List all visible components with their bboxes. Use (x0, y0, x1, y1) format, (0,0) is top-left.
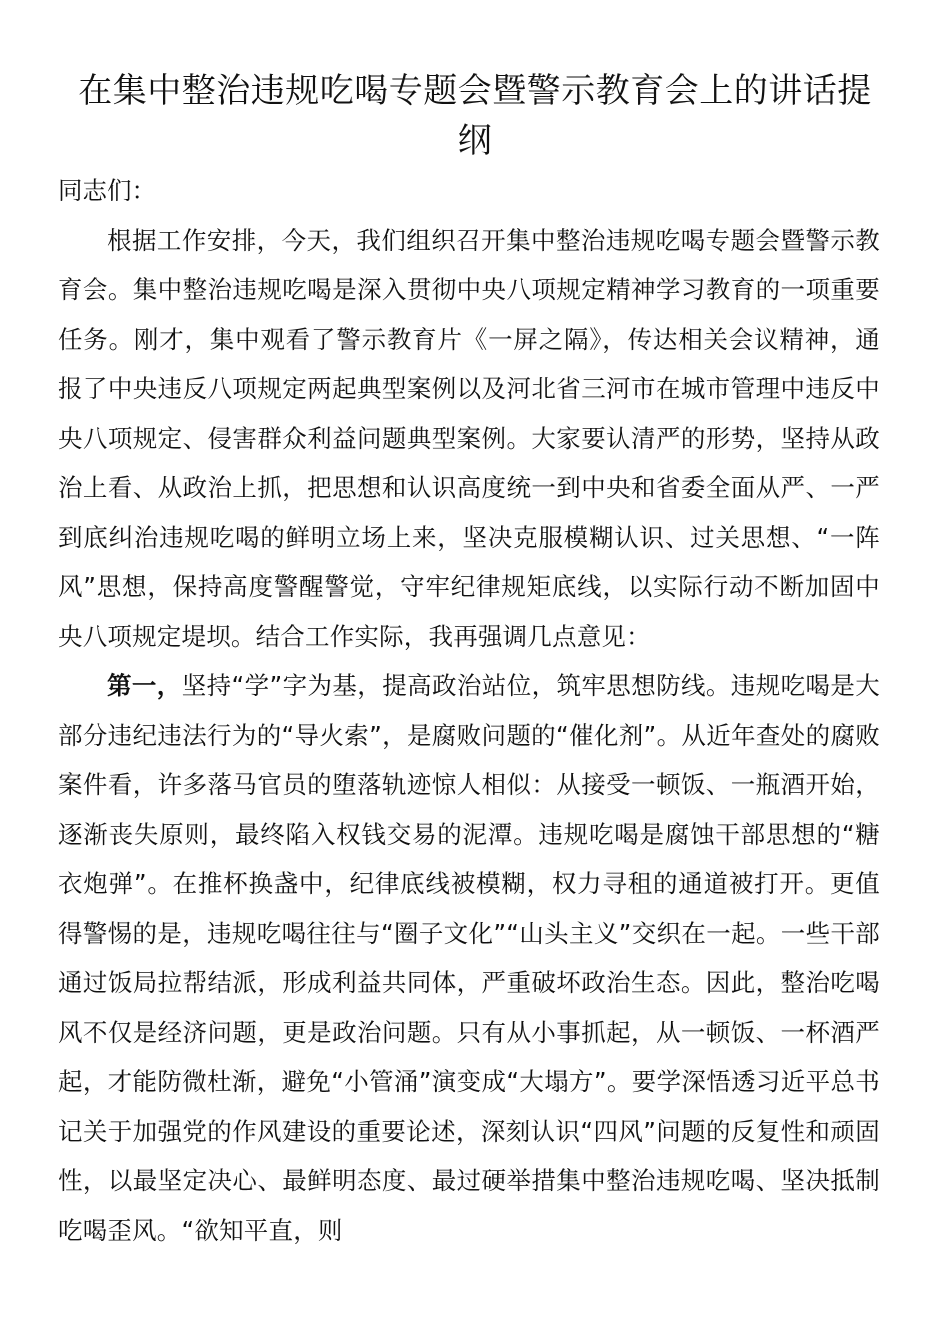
salutation: 同志们： (58, 176, 156, 205)
paragraph-2 (58, 661, 880, 1255)
paragraph-1-text: 根据工作安排，今天，我们组织召开集中整治违规吃喝专题会暨警示教育会。集中整治违规吃喝是深入贯彻中央八项规定精神学习教育的一项重要任务。刚才，集中观看了警示教育片《一屏之隔》，传达相关会议精神，通报了中央违反八项规定两起典型案例以及河北省三河市在城市管理中违反中央八项规定、侵害群众利益问题典型案例。大家要认清严的形势，坚持从政治上看、从政治上抓，把思想和认识高度统一到中央和省委全面从严、一严到底纠治违规吃喝的鲜明立场上来，坚决克服模糊认识、过关思想、“一阵风”思想，保持高度警醒警觉，守牢纪律规矩底线，以实际行动不断加固中央八项规定堤坝。结合工作实际，我再强调几点意见： (58, 225, 880, 651)
paragraph-1 (58, 216, 880, 662)
paragraph-2-lead: 第一， (107, 671, 182, 700)
document-title: 在集中整治违规吃喝专题会暨警示教育会上的讲话提纲 (78, 71, 872, 161)
paragraph-2-text: 坚持“学”字为基，提高政治站位，筑牢思想防线。违规吃喝是大部分违纪违法行为的“导火索”，是腐败问题的“催化剂”。从近年查处的腐败案件看，许多落马官员的堕落轨迹惊人相似：从接受一顿饭、一瓶酒开始，逐渐丧失原则，最终陷入权钱交易的泥潭。违规吃喝是腐蚀干部思想的“糖衣炮弹”。在推杯换盏中，纪律底线被模糊，权力寻租的通道被打开。更值得警惕的是，违规吃喝往往与“圈子文化”“山头主义”交织在一起。一些干部通过饭局拉帮结派，形成利益共同体，严重破坏政治生态。因此，整治吃喝风不仅是经济问题，更是政治问题。只有从小事抓起，从一顿饭、一杯酒严起，才能防微杜渐，避免“小管涌”演变成“大塌方”。要学深悟透习近平总书记关于加强党的作风建设的重要论述，深刻认识“四风”问题的反复性和顽固性，以最坚定决心、最鲜明态度、最过硬举措集中整治违规吃喝、坚决抵制吃喝歪风。“欲知平直，则 (58, 671, 880, 1245)
